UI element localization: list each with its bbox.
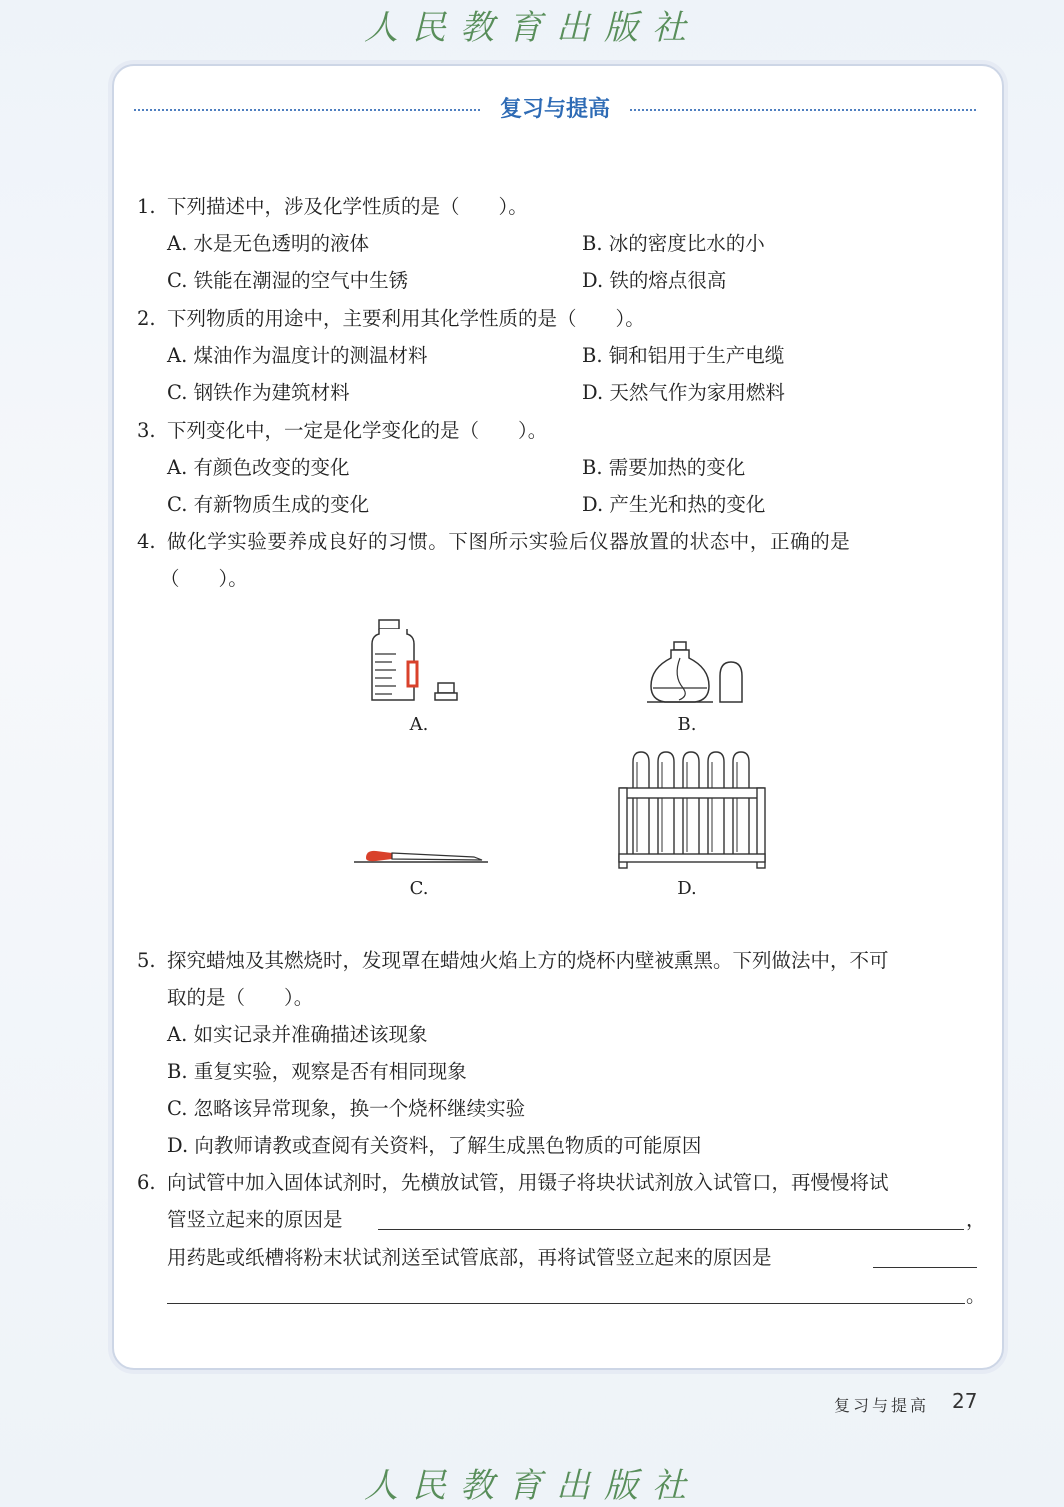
question-5-stem-line2: 取的是（ ）。 — [167, 986, 314, 1009]
question-4-stem-line1: 做化学实验要养成良好的习惯。下图所示实验后仪器放置的状态中，正确的是 — [167, 530, 851, 553]
question-5-stem-line1: 探究蜡烛及其燃烧时，发现罩在蜡烛火焰上方的烧杯内壁被熏黑。下列做法中，不可 — [167, 949, 889, 972]
figure-c-label: C. — [409, 878, 429, 899]
figure-b-label: B. — [677, 714, 697, 735]
question-3-option-c: C. 有新物质生成的变化 — [167, 493, 370, 516]
question-3-option-d: D. 产生光和热的变化 — [582, 493, 766, 516]
question-5-option-b: B. 重复实验，观察是否有相同现象 — [167, 1060, 467, 1083]
question-5-number: 5. — [137, 949, 156, 972]
publisher-watermark-top: 人民教育出版社 — [364, 8, 700, 48]
dotted-divider-right — [630, 109, 976, 111]
question-1-number: 1. — [137, 195, 156, 218]
question-5-option-c: C. 忽略该异常现象，换一个烧杯继续实验 — [167, 1097, 526, 1120]
question-5-option-a: A. 如实记录并准确描述该现象 — [167, 1023, 428, 1046]
question-6-line3: 用药匙或纸槽将粉末状试剂送至试管底部，再将试管竖立起来的原因是 — [167, 1246, 772, 1269]
figure-a-label: A. — [409, 714, 429, 735]
answer-blank-1[interactable] — [378, 1229, 964, 1230]
alcohol-lamp-icon — [643, 638, 753, 708]
dropper-icon — [354, 840, 488, 864]
question-2-option-c: C. 钢铁作为建筑材料 — [167, 381, 350, 404]
test-tube-rack-icon — [617, 748, 767, 870]
question-3-stem: 下列变化中，一定是化学变化的是（ ）。 — [167, 419, 548, 442]
question-2-stem: 下列物质的用途中，主要利用其化学性质的是（ ）。 — [167, 307, 645, 330]
footer-section-name: 复习与提高 — [834, 1396, 930, 1415]
answer-blank-2-start[interactable] — [873, 1267, 977, 1268]
question-1-option-b: B. 冰的密度比水的小 — [582, 232, 765, 255]
dotted-divider-left — [134, 109, 480, 111]
question-1-option-a: A. 水是无色透明的液体 — [167, 232, 369, 255]
figure-d-label: D. — [677, 878, 697, 899]
question-6-period: 。 — [966, 1284, 986, 1307]
question-6-line1: 向试管中加入固体试剂时，先横放试管，用镊子将块状试剂放入试管口，再慢慢将试 — [167, 1171, 889, 1194]
question-4-stem-line2: （ ）。 — [160, 567, 248, 590]
question-6-comma: ， — [966, 1208, 986, 1231]
publisher-watermark-bottom: 人民教育出版社 — [364, 1466, 700, 1506]
question-1-option-d: D. 铁的熔点很高 — [582, 269, 727, 292]
question-3-number: 3. — [137, 419, 156, 442]
question-5-option-d: D. 向教师请教或查阅有关资料，了解生成黑色物质的可能原因 — [167, 1134, 702, 1157]
question-3-option-a: A. 有颜色改变的变化 — [167, 456, 350, 479]
question-3-option-b: B. 需要加热的变化 — [582, 456, 746, 479]
question-1-stem: 下列描述中，涉及化学性质的是（ ）。 — [167, 195, 528, 218]
question-2-option-a: A. 煤油作为温度计的测温材料 — [167, 344, 428, 367]
question-1-option-c: C. 铁能在潮湿的空气中生锈 — [167, 269, 409, 292]
question-2-option-b: B. 铜和铝用于生产电缆 — [582, 344, 785, 367]
section-title: 复习与提高 — [499, 97, 610, 122]
question-6-number: 6. — [137, 1171, 156, 1194]
section-header — [134, 92, 976, 128]
question-2-option-d: D. 天然气作为家用燃料 — [582, 381, 785, 404]
question-4-number: 4. — [137, 530, 156, 553]
page-number: 27 — [952, 1389, 978, 1413]
answer-blank-2[interactable] — [167, 1303, 965, 1304]
reagent-bottle-icon — [366, 618, 460, 706]
question-2-number: 2. — [137, 307, 156, 330]
question-6-line2: 管竖立起来的原因是 — [167, 1208, 343, 1231]
